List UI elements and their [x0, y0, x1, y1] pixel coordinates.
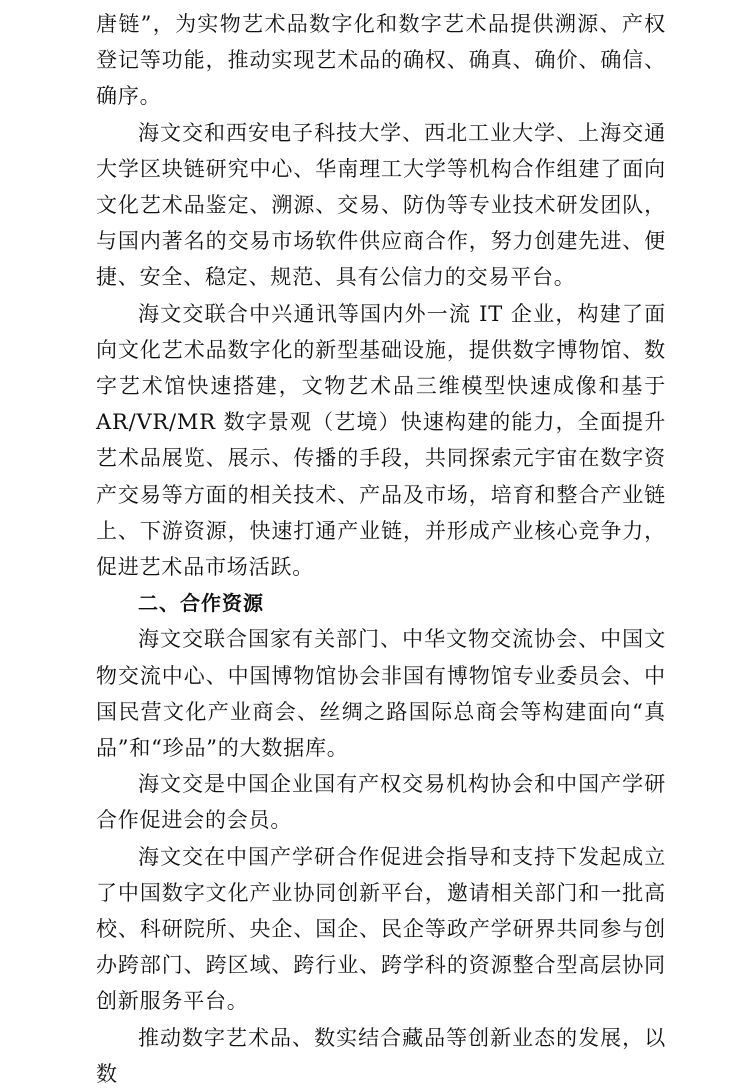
- paragraph-digital-art-promotion: 推动数字艺术品、数实结合藏品等创新业态的发展，以数: [96, 1025, 666, 1086]
- paragraph-zte-infrastructure: 海文交联合中兴通讯等国内外一流 IT 企业，构建了面向文化艺术品数字化的新型基础设施，提供数字博物馆、数字艺术馆快速搭建，文物艺术品三维模型快速成像和基于 AR/VR/MR 数字景观（艺境）快速构建的能力，全面提升艺术品展览、展示、传播的手段，共同探索元宇宙在数字资产交易等方面的相关技术、产品及市场，培育和整合产业链上、下游资源，快速打通产业链，并形成产业核心竞争力，促进艺术品市场活跃。: [96, 301, 666, 580]
- document-body: [96, 6, 666, 1092]
- paragraph-innovation-platform: 海文交在中国产学研合作促进会指导和支持下发起成立了中国数字文化产业协同创新平台，邀请相关部门和一批高校、科研院所、央企、国企、民企等政产学研界共同参与创办跨部门、跨区域、跨行业、跨学科的资源整合型高层协同创新服务平台。: [96, 844, 666, 1014]
- paragraph-database-partners: 海文交联合国家有关部门、中华文物交流协会、中国文物交流中心、中国博物馆协会非国有博物馆专业委员会、中国民营文化产业商会、丝绸之路国际总商会等构建面向“真品”和“珍品”的大数据库。: [96, 627, 666, 761]
- paragraph-university-partners: 海文交和西安电子科技大学、西北工业大学、上海交通大学区块链研究中心、华南理工大学等机构合作组建了面向文化艺术品鉴定、溯源、交易、防伪等专业技术研发团队，与国内著名的交易市场软件供应商合作，努力创建先进、便捷、安全、稳定、规范、具有公信力的交易平台。: [96, 120, 666, 290]
- paragraph-membership: 海文交是中国企业国有产权交易机构协会和中国产学研合作促进会的会员。: [96, 772, 666, 833]
- paragraph-continuation: 唐链”，为实物艺术品数字化和数字艺术品提供溯源、产权登记等功能，推动实现艺术品的确权、确真、确价、确信、确序。: [96, 12, 666, 109]
- section-heading-cooperation-resources: 二、合作资源: [138, 591, 264, 616]
